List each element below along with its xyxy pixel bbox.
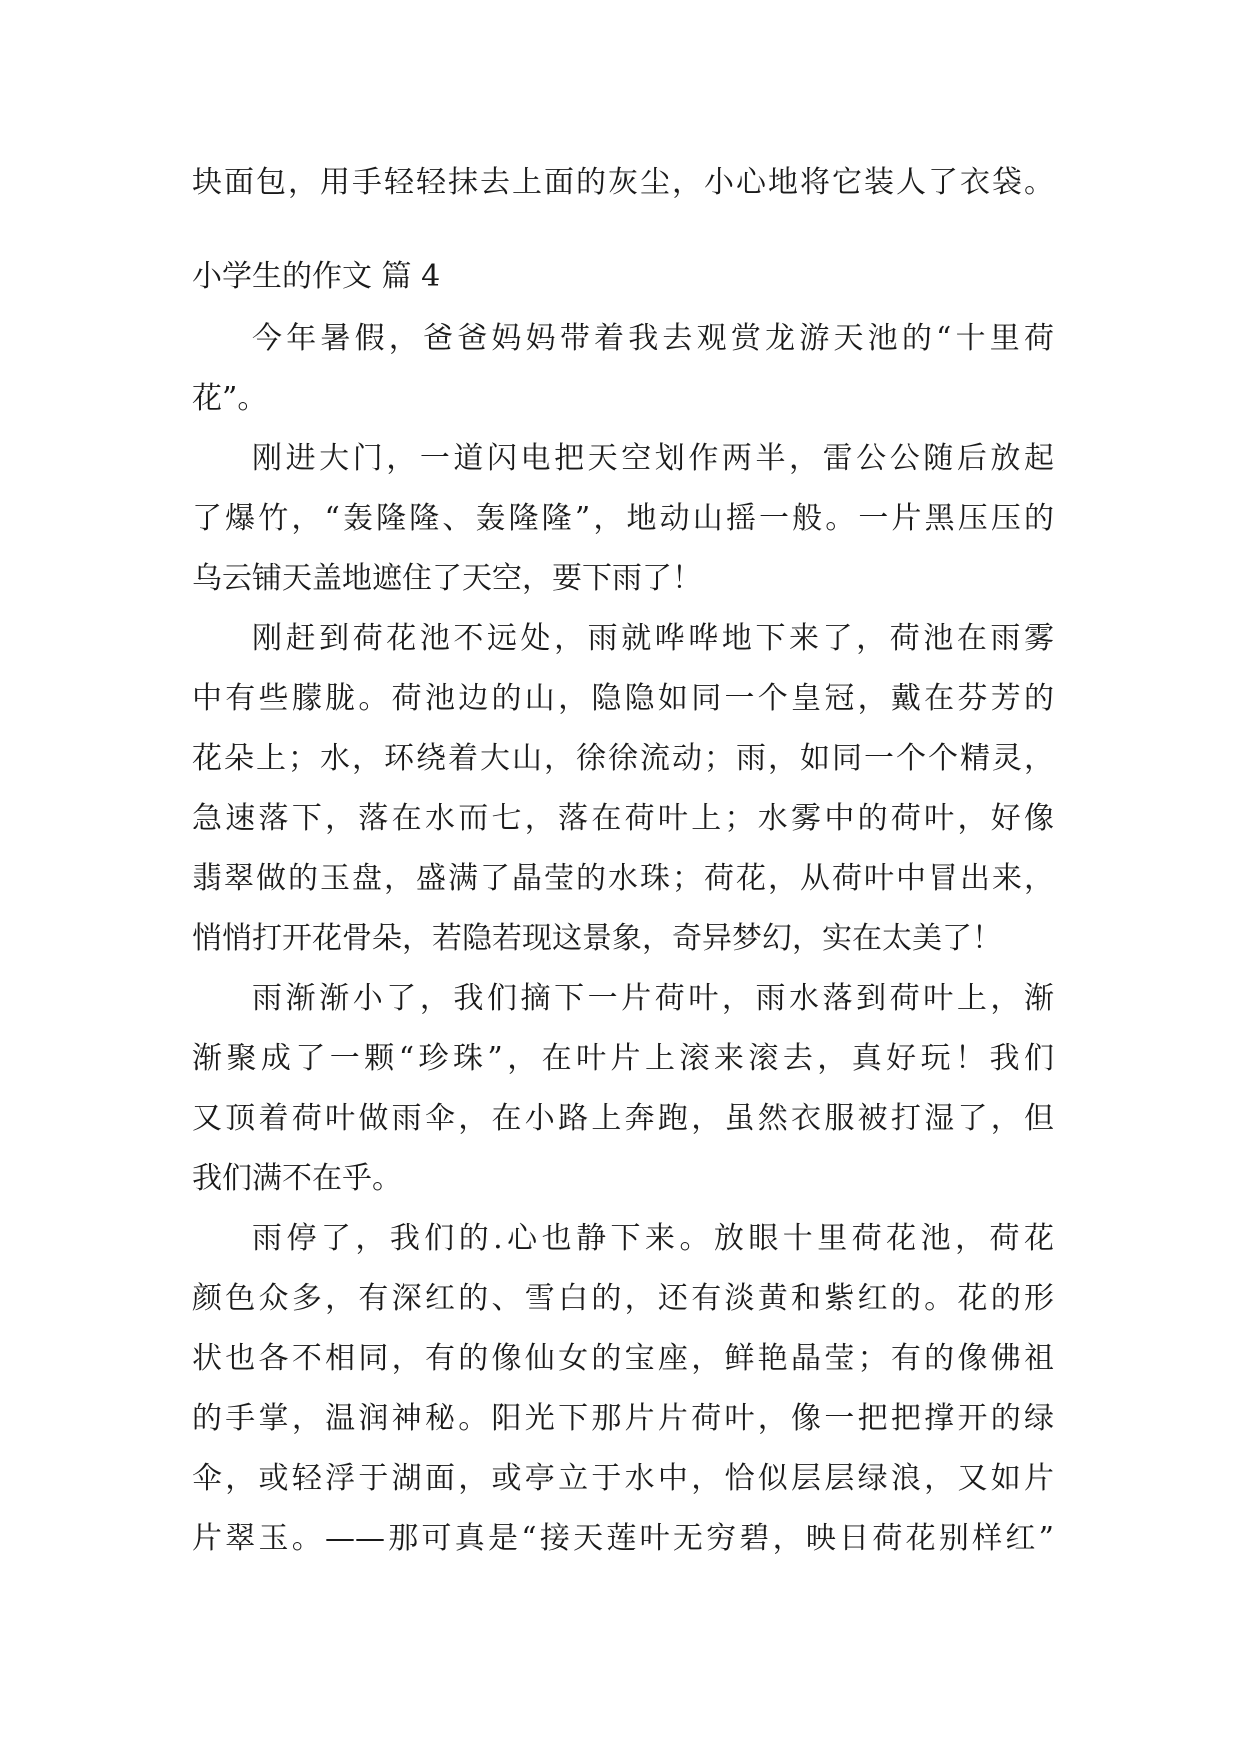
paragraph-line: 了爆竹，“轰隆隆、轰隆隆”，地动山摇一般。一片黑压压的 [192,501,1054,536]
paragraph-4 [192,969,1054,1209]
paragraph-line: 翡翠做的玉盘，盛满了晶莹的水珠；荷花，从荷叶中冒出来， [192,861,1054,896]
paragraph-line: 乌云铺天盖地遮住了天空，要下雨了！ [192,561,702,596]
paragraph-line: 急速落下，落在水而七，落在荷叶上；水雾中的荷叶，好像 [192,801,1054,836]
essay-body [192,153,1054,1569]
paragraph-3 [192,609,1054,969]
paragraph-line: 花”。 [192,381,268,416]
paragraph-line: 悄悄打开花骨朵，若隐若现这景象，奇异梦幻，实在太美了！ [192,921,1002,956]
paragraph-line: 刚进大门，一道闪电把天空划作两半，雷公公随后放起 [252,441,1054,476]
paragraph-line: 又顶着荷叶做雨伞，在小路上奔跑，虽然衣服被打湿了，但 [192,1101,1054,1136]
paragraph-line: 片翠玉。——那可真是“接天莲叶无穷碧，映日荷花别样红” [192,1521,1054,1556]
paragraph-line: 我们满不在乎。 [192,1161,402,1196]
paragraph-line: 雨停了，我们的.心也静下来。放眼十里荷花池，荷花 [252,1221,1054,1256]
paragraph-5 [192,1209,1054,1569]
paragraph-line: 的手掌，温润神秘。阳光下那片片荷叶，像一把把撑开的绿 [192,1401,1054,1436]
paragraph-line: 花朵上；水，环绕着大山，徐徐流动；雨，如同一个个精灵， [192,741,1054,776]
paragraph-line: 状也各不相同，有的像仙女的宝座，鲜艳晶莹；有的像佛祖 [192,1341,1054,1376]
paragraph-line: 渐聚成了一颗“珍珠”，在叶片上滚来滚去，真好玩！我们 [192,1041,1054,1076]
section-heading: 小学生的作文 篇 4 [192,259,441,294]
paragraph-2 [192,429,1054,609]
paragraph-line: 颜色众多，有深红的、雪白的，还有淡黄和紫红的。花的形 [192,1281,1054,1316]
paragraph-line: 雨渐渐小了，我们摘下一片荷叶，雨水落到荷叶上，渐 [252,981,1054,1016]
paragraph-line: 今年暑假，爸爸妈妈带着我去观赏龙游天池的“十里荷 [252,321,1054,356]
paragraph-1 [192,309,1054,429]
paragraph-line: 中有些朦胧。荷池边的山，隐隐如同一个皇冠，戴在芬芳的 [192,681,1054,716]
intro-line: 块面包，用手轻轻抹去上面的灰尘，小心地将它装人了衣袋。 [192,165,1054,200]
paragraph-line: 刚赶到荷花池不远处，雨就哗哗地下来了，荷池在雨雾 [252,621,1054,656]
paragraph-line: 伞，或轻浮于湖面，或亭立于水中，恰似层层绿浪，又如片 [192,1461,1054,1496]
